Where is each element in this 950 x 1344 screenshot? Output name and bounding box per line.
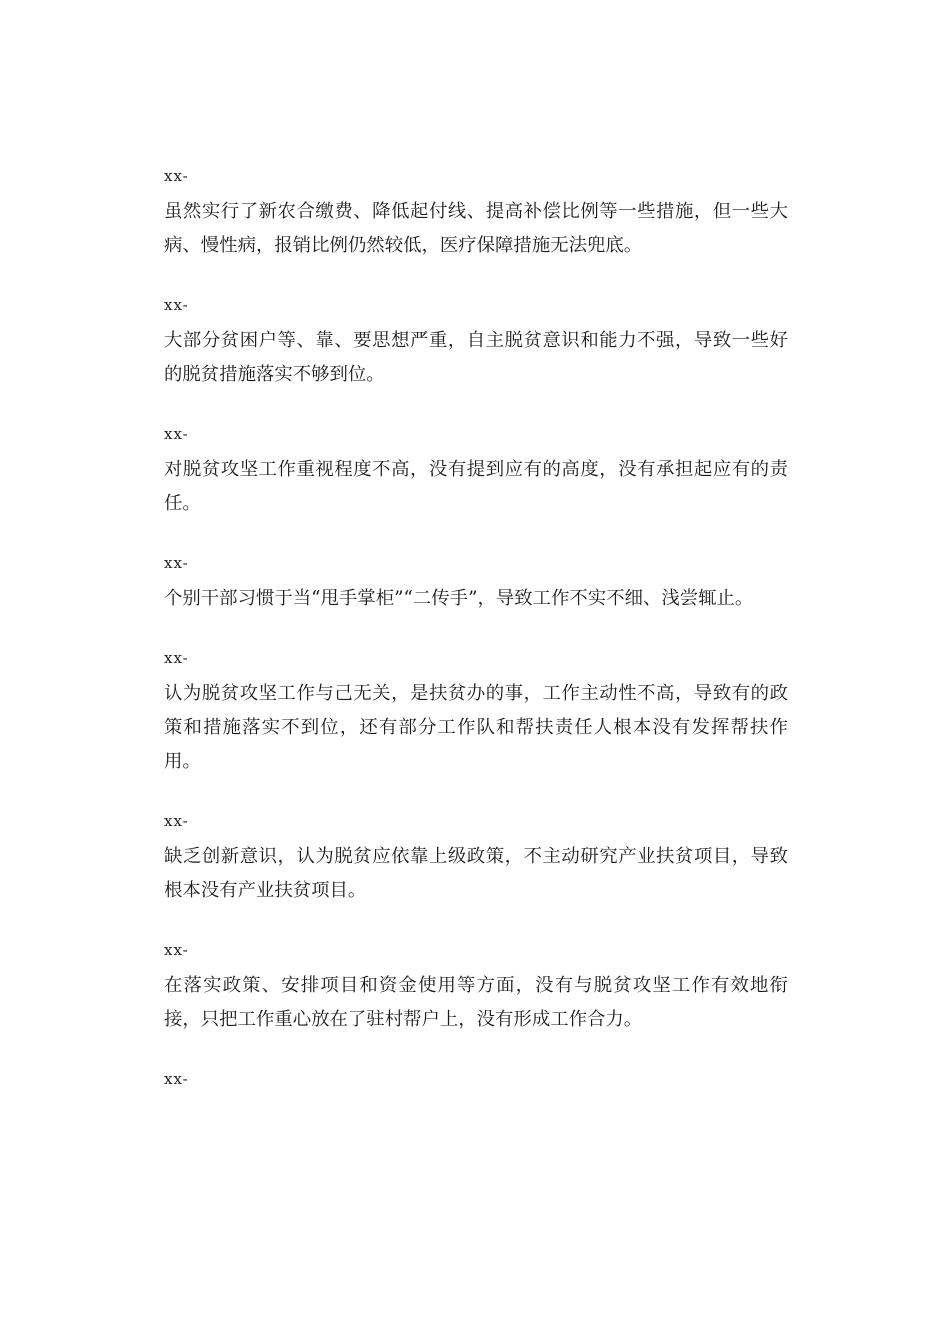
section-paragraph: 缺乏创新意识，认为脱贫应依靠上级政策，不主动研究产业扶贫项目，导致根本没有产业扶贫项目。 — [164, 846, 788, 901]
section-7 — [164, 937, 788, 1037]
section-label: xx- — [164, 812, 189, 830]
section-label: xx- — [164, 554, 189, 572]
section-paragraph: 大部分贫困户等、靠、要思想严重，自主脱贫意识和能力不强，导致一些好的脱贫措施落实不够到位。 — [164, 330, 788, 385]
section-4 — [164, 550, 788, 616]
section-label: xx- — [164, 649, 189, 667]
section-label: xx- — [164, 1070, 189, 1088]
section-6 — [164, 808, 788, 908]
section-label: xx- — [164, 941, 189, 959]
section-paragraph: 在落实政策、安排项目和资金使用等方面，没有与脱贫攻坚工作有效地衔接，只把工作重心放在了驻村帮户上，没有形成工作合力。 — [164, 975, 788, 1030]
section-1 — [164, 163, 788, 263]
section-3 — [164, 421, 788, 521]
section-label: xx- — [164, 296, 189, 314]
section-paragraph: 虽然实行了新农合缴费、降低起付线、提高补偿比例等一些措施，但一些大病、慢性病，报销比例仍然较低，医疗保障措施无法兜底。 — [164, 201, 788, 256]
section-label: xx- — [164, 167, 189, 185]
section-8 — [164, 1066, 788, 1092]
section-2 — [164, 292, 788, 392]
section-paragraph: 认为脱贫攻坚工作与己无关，是扶贫办的事，工作主动性不高，导致有的政策和措施落实不到位，还有部分工作队和帮扶责任人根本没有发挥帮扶作用。 — [164, 683, 788, 772]
section-label: xx- — [164, 425, 189, 443]
section-paragraph: 对脱贫攻坚工作重视程度不高，没有提到应有的高度，没有承担起应有的责任。 — [164, 459, 788, 514]
document-body — [164, 163, 788, 1121]
section-paragraph: 个别干部习惯于当“甩手掌柜”“二传手”，导致工作不实不细、浅尝辄止。 — [164, 588, 754, 609]
section-5 — [164, 645, 788, 779]
